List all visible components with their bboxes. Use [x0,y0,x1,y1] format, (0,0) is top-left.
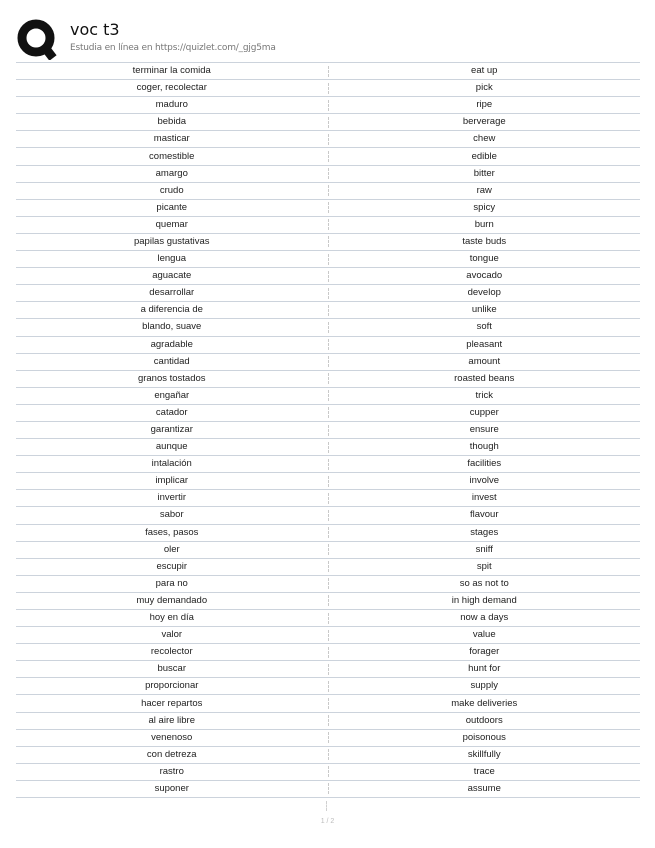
term-cell: rastro [159,765,184,777]
term-cell: con detreza [146,748,197,760]
table-row [16,148,640,165]
definition-cell: make deliveries [451,697,518,709]
definition-cell: poisonous [462,731,506,743]
table-row [16,747,640,764]
table-row [16,576,640,593]
table-row [16,713,640,730]
table-row [16,405,640,422]
definition-cell: berverage [462,116,506,128]
term-cell: invertir [157,492,186,504]
table-row [16,507,640,524]
table-row [16,473,640,490]
term-cell: papilas gustativas [133,235,210,247]
table-row [16,337,640,354]
definition-cell: develop [467,287,501,299]
term-cell: proporcionar [145,680,199,692]
term-cell: para no [155,577,188,589]
table-row [16,456,640,473]
definition-cell: trick [475,389,493,401]
term-cell: comestible [149,150,195,162]
table-row [16,166,640,183]
term-cell: quemar [155,218,188,230]
definition-cell: though [469,441,499,453]
term-cell: granos tostados [137,372,206,384]
definition-cell: value [472,629,496,641]
table-row [16,354,640,371]
definition-cell: now a days [460,612,509,624]
term-cell: escupir [156,560,188,572]
term-cell: engañar [154,389,190,401]
table-row [16,114,640,131]
table-row [16,183,640,200]
definition-cell: avocado [466,270,503,282]
definition-cell: hunt for [468,663,501,675]
table-row [16,131,640,148]
term-cell: fases, pasos [145,526,199,538]
table-row [16,268,640,285]
term-cell: oler [163,543,180,555]
term-cell: buscar [157,663,186,675]
table-row [16,525,640,542]
definition-cell: cupper [469,406,499,418]
definition-cell: amount [468,355,501,367]
table-row [16,678,640,695]
table-row [16,319,640,336]
table-row [16,80,640,97]
table-row [16,730,640,747]
term-cell: bebida [157,116,187,128]
table-row [16,593,640,610]
term-cell: desarrollar [149,287,195,299]
definition-cell: chew [473,133,496,145]
table-row [16,251,640,268]
table-row [16,542,640,559]
table-row [16,234,640,251]
definition-cell: skillfully [467,748,501,760]
term-cell: valor [161,629,183,641]
definition-cell: stages [470,526,499,538]
footer-divider [326,801,327,811]
term-cell: catador [155,406,188,418]
term-cell: picante [156,201,188,213]
definition-cell: pleasant [466,338,503,350]
term-cell: amargo [155,167,188,179]
quizlet-logo-icon [16,18,58,60]
table-row [16,302,640,319]
definition-cell: flavour [469,509,499,521]
term-cell: lengua [157,253,187,265]
term-cell: cantidad [153,355,190,367]
term-cell: maduro [155,99,188,111]
term-cell: muy demandado [136,594,208,606]
definition-cell: burn [474,218,494,230]
definition-cell: raw [476,184,492,196]
definition-cell: sniff [475,543,493,555]
table-row [16,490,640,507]
definition-cell: ensure [469,424,499,436]
definition-cell: soft [476,321,492,333]
term-cell: garantizar [150,424,193,436]
table-row [16,97,640,114]
table-row [16,627,640,644]
table-row [16,371,640,388]
term-cell: venenoso [151,731,193,743]
term-cell: terminar la comida [132,65,211,77]
definition-cell: in high demand [451,594,517,606]
term-cell: hoy en día [149,612,194,624]
table-row [16,422,640,439]
table-row [16,439,640,456]
table-row [16,200,640,217]
term-cell: suponer [154,782,189,794]
term-cell: recolector [150,646,193,658]
table-row [16,610,640,627]
term-cell: implicar [155,475,189,487]
table-row [16,217,640,234]
term-cell: agradable [150,338,193,350]
table-row [16,781,640,798]
definition-cell: spicy [473,201,496,213]
definition-cell: so as not to [459,577,509,589]
table-row [16,559,640,576]
definition-cell: edible [471,150,497,162]
vocabulary-table [16,62,640,798]
term-cell: aunque [155,441,188,453]
definition-cell: supply [470,680,498,692]
term-cell: masticar [153,133,190,145]
definition-cell: unlike [471,304,497,316]
term-cell: coger, recolectar [136,82,207,94]
table-row [16,388,640,405]
table-row [16,644,640,661]
definition-cell: invest [471,492,497,504]
term-cell: al aire libre [148,714,195,726]
definition-cell: ripe [476,99,493,111]
definition-cell: facilities [467,458,502,470]
page-number: 1 / 2 [320,818,335,825]
term-cell: hacer repartos [141,697,203,709]
definition-cell: taste buds [462,235,507,247]
table-row [16,764,640,781]
definition-cell: assume [467,782,501,794]
table-row [16,63,640,80]
table-row [16,661,640,678]
term-cell: a diferencia de [140,304,203,316]
term-cell: sabor [159,509,184,521]
definition-cell: eat up [471,65,498,77]
term-cell: aguacate [152,270,192,282]
definition-cell: forager [469,646,500,658]
definition-cell: involve [469,475,500,487]
definition-cell: spit [476,560,492,572]
term-cell: crudo [159,184,184,196]
definition-cell: trace [473,765,495,777]
page-subtitle: Estudia en línea en https://quizlet.com/_gjg5ma [70,43,276,53]
term-cell: intalación [151,458,192,470]
definition-cell: pick [475,82,493,94]
definition-cell: outdoors [465,714,503,726]
definition-cell: tongue [469,253,499,265]
page-title: voc t3 [70,20,120,39]
table-row [16,285,640,302]
definition-cell: bitter [473,167,495,179]
table-row [16,695,640,712]
term-cell: blando, suave [142,321,202,333]
definition-cell: roasted beans [454,372,515,384]
